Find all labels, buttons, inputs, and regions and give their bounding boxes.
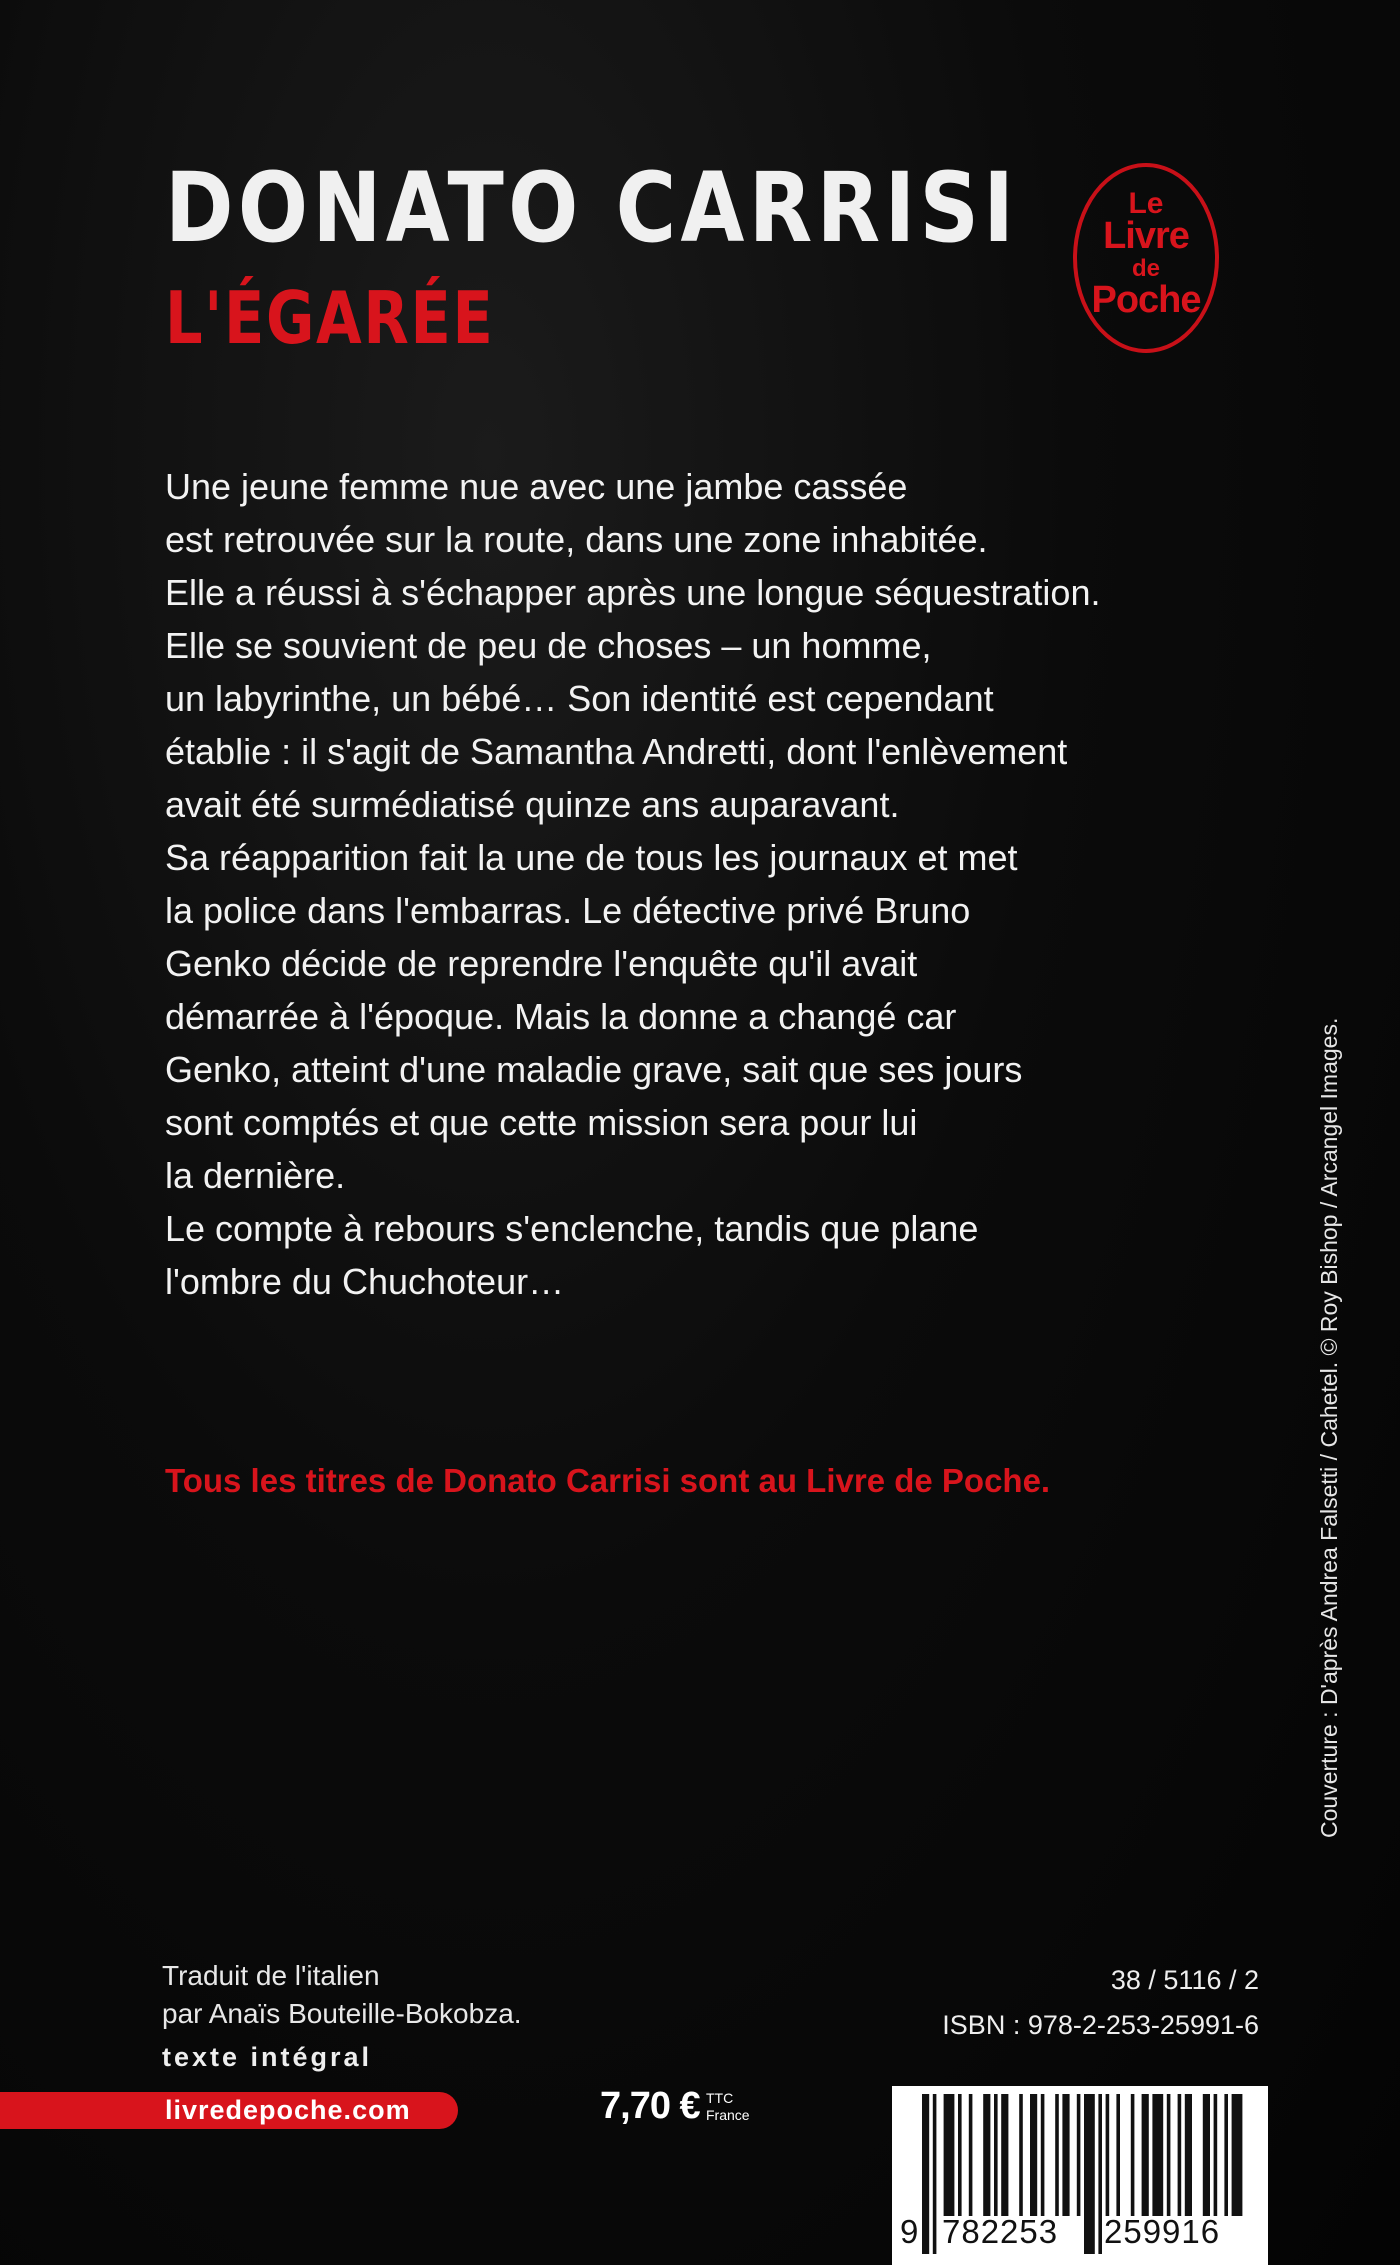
integral-text-label: texte intégral: [162, 2042, 373, 2072]
publisher-tagline: Tous les titres de Donato Carrisi sont au Livre de Poche.: [165, 1462, 1051, 1499]
barcode-bar: [1055, 2094, 1059, 2216]
barcode-bar: [1185, 2094, 1192, 2216]
barcode-bar: [983, 2094, 990, 2216]
barcode-bar: [1152, 2094, 1163, 2216]
barcode-digits: [892, 2212, 1268, 2252]
book-title: L'ÉGARÉE: [165, 276, 495, 360]
cover-credit: Couverture : D'après Andrea Falsetti / Cahetel. © Roy Bishop / Arcangel Images.: [1316, 1017, 1342, 1838]
synopsis-line: Elle a réussi à s'échapper après une longue séquestration.: [165, 572, 1101, 613]
synopsis-line: démarrée à l'époque. Mais la donne a changé car: [165, 996, 957, 1037]
barcode-bar: [1178, 2094, 1182, 2216]
barcode-bar: [1232, 2094, 1243, 2216]
barcode-bar: [1041, 2094, 1045, 2216]
barcode-bar: [1106, 2094, 1110, 2216]
synopsis-line: un labyrinthe, un bébé… Son identité est cependant: [165, 678, 994, 719]
synopsis-line: Genko, atteint d'une maladie grave, sait que ses jours: [165, 1049, 1023, 1090]
barcode-bar: [1224, 2094, 1228, 2216]
synopsis-line: sont comptés et que cette mission sera pour lui: [165, 1102, 918, 1143]
barcode-bar: [958, 2094, 962, 2216]
translator-credit: [162, 1957, 522, 2033]
synopsis-line: Le compte à rebours s'enclenche, tandis que plane: [165, 1208, 979, 1249]
isbn: ISBN : 978-2-253-25991-6: [942, 2010, 1259, 2040]
barcode-bar: [1116, 2094, 1120, 2216]
price-note-ttc: TTC: [706, 2090, 734, 2106]
barcode-bar: [944, 2094, 955, 2216]
author-name: DONATO CARRISI: [165, 152, 1019, 264]
barcode-bar: [1019, 2094, 1023, 2216]
barcode-bar: [1167, 2094, 1171, 2216]
logo-line-1: Le: [1128, 187, 1164, 220]
barcode-bar: [1062, 2094, 1069, 2216]
synopsis-line: la police dans l'embarras. Le détective privé Bruno: [165, 890, 971, 931]
barcode-group-2: 259916: [1104, 2213, 1221, 2250]
synopsis: [165, 460, 1245, 1308]
synopsis-line: la dernière.: [165, 1155, 346, 1196]
website-link[interactable]: livredepoche.com: [165, 2095, 411, 2125]
barcode-lead-digit: 9: [900, 2213, 919, 2250]
barcode-group-1: 782253: [942, 2213, 1059, 2250]
logo-line-4: Poche: [1091, 279, 1201, 321]
barcode-bar: [1077, 2094, 1081, 2216]
synopsis-line: établie : il s'agit de Samantha Andretti, dont l'enlèvement: [165, 731, 1068, 772]
barcode-bar: [994, 2094, 998, 2216]
barcode-bar: [1142, 2094, 1149, 2216]
barcode-bar: [1131, 2094, 1135, 2216]
translator-line-1: Traduit de l'italien: [162, 1960, 380, 1991]
logo-line-2: Livre: [1103, 215, 1189, 257]
catalog-number: 38 / 5116 / 2: [1110, 1965, 1259, 1995]
price-note-country: France: [706, 2107, 750, 2123]
synopsis-line: avait été surmédiatisé quinze ans auparavant.: [165, 784, 900, 825]
publisher-logo: [1073, 163, 1219, 353]
translator-line-2: par Anaïs Bouteille-Bokobza.: [162, 1998, 522, 2029]
synopsis-line: est retrouvée sur la route, dans une zone inhabitée.: [165, 519, 988, 560]
price-note: [706, 2090, 750, 2124]
synopsis-line: l'ombre du Chuchoteur…: [165, 1261, 565, 1302]
barcode-bar: [1214, 2094, 1218, 2216]
logo-line-3: de: [1131, 255, 1160, 282]
synopsis-line: Genko décide de reprendre l'enquête qu'il avait: [165, 943, 918, 984]
synopsis-line: Sa réapparition fait la une de tous les journaux et met: [165, 837, 1018, 878]
synopsis-line: Elle se souvient de peu de choses – un homme,: [165, 625, 932, 666]
barcode-bar: [969, 2094, 973, 2216]
barcode-bar: [1001, 2094, 1008, 2216]
barcode-bar: [1203, 2094, 1210, 2216]
barcode-bar: [1030, 2094, 1037, 2216]
price: 7,70 €: [600, 2085, 700, 2127]
synopsis-line: Une jeune femme nue avec une jambe cassée: [165, 466, 908, 507]
